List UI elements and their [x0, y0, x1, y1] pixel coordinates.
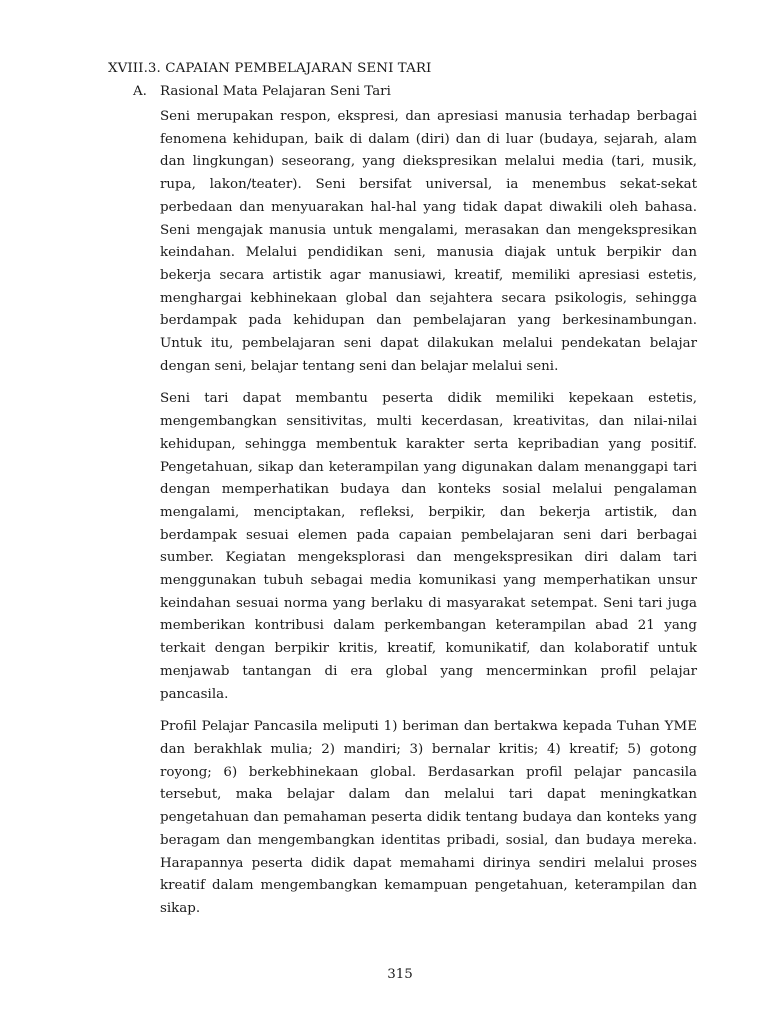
- section-body: [160, 106, 697, 921]
- paragraph-pancasila-profile: Profil Pelajar Pancasila meliputi 1) beriman dan bertakwa kepada Tuhan YME dan berakhlak mulia; 2) mandiri; 3) bernalar kritis; 4) kreatif; 5) gotong royong; 6) berkebhinekaan global. Berdasarkan profil pelajar pancasila tersebut, maka belajar dalam dan melalui tari dapat meningkatkan pengetahuan dan pemahaman peserta didik tentang budaya dan konteks yang beragam dan mengembangkan identitas pribadi, sosial, dan budaya mereka. Harapannya peserta didik dapat memahami dirinya sendiri melalui proses kreatif dalam mengembangkan kemampuan pengetahuan, keterampilan dan sikap.: [160, 719, 697, 916]
- section-letter: A.: [133, 84, 147, 99]
- chapter-heading: XVIII.3. CAPAIAN PEMBELAJARAN SENI TARI: [108, 61, 432, 76]
- paragraph-dance-benefits: Seni tari dapat membantu peserta didik memiliki kepekaan estetis, mengembangkan sensitivitas, multi kecerdasan, kreativitas, dan nilai-nilai kehidupan, sehingga membentuk karakter serta kepribadian yang positif. Pengetahuan, sikap dan keterampilan yang digunakan dalam menanggapi tari dengan memperhatikan budaya dan konteks sosial melalui pengalaman mengalami, menciptakan, refleksi, berpikir, dan bekerja artistik, dan berdampak sesuai elemen pada capaian pembelajaran seni dari berbagai sumber. Kegiatan mengeksplorasi dan mengekspresikan diri dalam tari menggunakan tubuh sebagai media komunikasi yang memperhatikan unsur keindahan sesuai norma yang berlaku di masyarakat setempat. Seni tari juga memberikan kontribusi dalam perkembangan keterampilan abad 21 yang terkait dengan berpikir kritis, kreatif, komunikatif, dan kolaboratif untuk menjawab tantangan di era global yang mencerminkan profil pelajar pancasila.: [160, 391, 697, 702]
- section-heading: [133, 84, 391, 99]
- page-number: 315: [387, 967, 413, 982]
- paragraph-rationale: Seni merupakan respon, ekspresi, dan apresiasi manusia terhadap berbagai fenomena kehidupan, baik di dalam (diri) dan di luar (budaya, sejarah, alam dan lingkungan) seseorang, yang diekspresikan melalui media (tari, musik, rupa, lakon/teater). Seni bersifat universal, ia menembus sekat-sekat perbedaan dan menyuarakan hal-hal yang tidak dapat diwakili oleh bahasa. Seni mengajak manusia untuk mengalami, merasakan dan mengekspresikan keindahan. Melalui pendidikan seni, manusia diajak untuk berpikir dan bekerja secara artistik agar manusiawi, kreatif, memiliki apresiasi estetis, menghargai kebhinekaan global dan sejahtera secara psikologis, sehingga berdampak pada kehidupan dan pembelajaran yang berkesinambungan. Untuk itu, pembelajaran seni dapat dilakukan melalui pendekatan belajar dengan seni, belajar tentang seni dan belajar melalui seni.: [160, 109, 697, 374]
- section-title: Rasional Mata Pelajaran Seni Tari: [160, 84, 391, 99]
